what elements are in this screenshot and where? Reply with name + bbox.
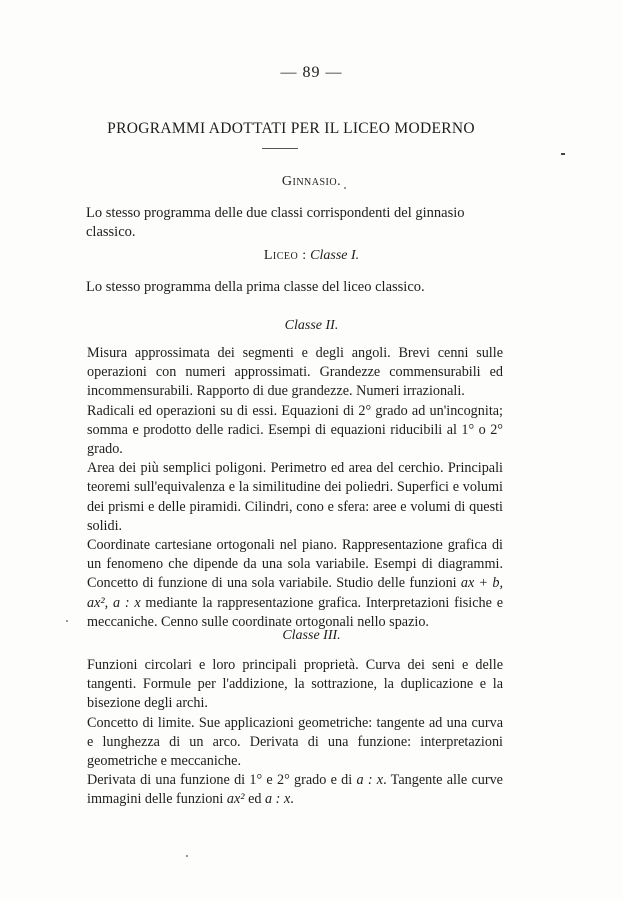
classe-3-p3-math-3: a : x: [265, 791, 291, 808]
classe-2-paragraph-2: Radicali ed operazioni su di essi. Equazioni di 2° grado ad un'incognita; somma e prodotto delle radici. Esempi di equazioni riducibili al 1° o 2° grado.: [87, 402, 503, 458]
margin-mark: [561, 153, 565, 155]
ginnasio-heading-text: Ginnasio.: [281, 174, 342, 189]
classe-2-paragraph-3: Area dei più semplici poligoni. Perimetro ed area del cerchio. Principali teoremi sull'equivalenza e la similitudine dei poliedri. Superfici e volumi dei prismi e delle piramidi. Cilindri, cono e sfera: aree e volumi di questi solidi.: [87, 460, 503, 534]
classe-3-p3-math-2: ax²: [226, 791, 245, 808]
classe-3-p3-text-2: . Tangente alle curve immagini delle funzioni: [87, 772, 503, 808]
scan-speck: [344, 187, 346, 189]
classe-2-p4-text-1: Coordinate cartesiane ortogonali nel piano. Rappresentazione grafica di un fenomeno che dipende da una sola variabile. Esempi di diagrammi. Concetto di funzione di una sola variabile. Studio delle funzioni: [87, 537, 503, 592]
liceo-label: Liceo :: [263, 248, 307, 263]
classe-3-paragraph-1: Funzioni circolari e loro principali proprietà. Curva dei seni e delle tangenti. Formule per l'addizione, la sottrazione, la duplicazione e la bisezione degli archi.: [87, 657, 503, 712]
classe-3-p3-text-1: Derivata di una funzione di 1° e 2° grado e di: [87, 772, 357, 789]
classe-2-p4-text-2: mediante la rappresentazione grafica. Interpretazioni fisiche e meccaniche. Cenno sulle coordinate ortogonali nello spazio.: [87, 594, 503, 630]
heading-classe-3: [0, 628, 623, 644]
classe-3-body: [87, 656, 503, 810]
heading-liceo-classe-1: [0, 248, 623, 264]
classe-3-p3-math-1: a : x: [356, 772, 384, 789]
classe-2-paragraph-4: [87, 536, 503, 632]
classe-2-heading-text: Classe II.: [284, 318, 339, 333]
heading-ginnasio: [0, 174, 623, 190]
page-number: — 89 —: [280, 64, 343, 81]
title-divider: [262, 148, 298, 149]
classe-3-p3-text-3: ed: [244, 791, 266, 808]
classe-3-paragraph-3: [87, 771, 503, 809]
classe-1-label: Classe I.: [310, 248, 360, 263]
scan-speck: [186, 855, 188, 857]
classe-2-body: [87, 344, 503, 632]
page-title: PROGRAMMI ADOTTATI PER IL LICEO MODERNO: [107, 120, 475, 137]
classe-3-heading-text: Classe III.: [282, 628, 341, 643]
liceo-classe-1-text: Lo stesso programma della prima classe del liceo classico.: [86, 279, 425, 295]
classe-2-p4-math-1: ax + b, ax², a : x: [87, 575, 503, 611]
classe-3-p3-text-4: .: [290, 791, 294, 808]
classe-2-paragraph-1: Misura approssimata dei segmenti e degli angoli. Brevi cenni sulle operazioni con numeri approssimati. Grandezze commensurabili ed incommensurabili. Rapporto di due grandezze. Numeri irrazionali.: [87, 345, 503, 400]
heading-classe-2: [0, 318, 623, 334]
scan-speck: [66, 620, 68, 622]
classe-3-paragraph-2: Concetto di limite. Sue applicazioni geometriche: tangente ad una curva e lunghezza di un arco. Derivata di una funzione: interpretazioni geometriche e meccaniche.: [87, 714, 503, 770]
ginnasio-text: Lo stesso programma delle due classi corrispondenti del ginnasio classico.: [86, 205, 465, 240]
